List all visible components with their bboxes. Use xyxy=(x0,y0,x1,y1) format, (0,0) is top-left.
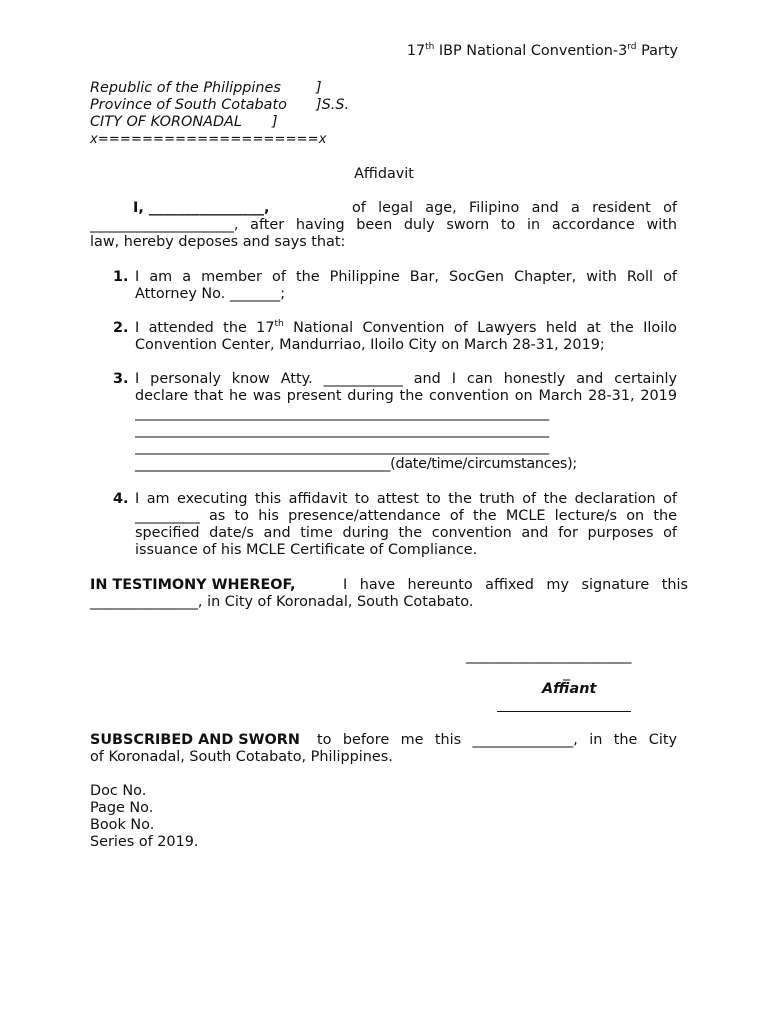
header-text-post: Party xyxy=(636,43,678,59)
blank-line: ____________________________________________________________ xyxy=(135,422,549,438)
header-sup-rd: rd xyxy=(627,42,637,53)
book-no: Book No. xyxy=(90,817,155,833)
list-item-1 xyxy=(113,269,677,303)
signature-underscore: _ xyxy=(563,665,571,681)
affiant-rule xyxy=(497,711,631,712)
item-line: I am a member of the Philippine Bar, SocGen Chapter, with Roll of xyxy=(135,269,677,285)
testimony-line-2: _______________, in City of Koronadal, South Cotabato. xyxy=(90,594,474,610)
series: Series of 2019. xyxy=(90,834,199,850)
item-number: 2. xyxy=(113,320,129,336)
affiant-label: Affiant xyxy=(542,681,597,697)
doc-no: Doc No. xyxy=(90,783,147,799)
testimony-bold: IN TESTIMONY WHEREOF, xyxy=(90,577,296,593)
document-title: Affidavit xyxy=(354,166,414,182)
item-line: I am executing this affidavit to attest to the truth of the declaration of xyxy=(135,491,677,507)
item-number: 3. xyxy=(113,371,129,387)
item-number: 4. xyxy=(113,491,129,507)
caption-bracket-1: ] xyxy=(316,80,322,96)
sworn-rest: to before me this ______________, in the City xyxy=(317,732,677,748)
item-line: I personaly know Atty. ___________ and I can honestly and certainly xyxy=(135,371,677,387)
caption-separator: x====================x xyxy=(90,132,327,147)
caption-bracket-2: ]S.S. xyxy=(316,97,350,113)
caption-line-1: Republic of the Philippines xyxy=(90,80,281,96)
testimony-rest: I have hereunto affixed my signature this xyxy=(343,577,688,593)
item-line xyxy=(135,320,677,337)
header-sup-th: th xyxy=(425,42,435,53)
intro-line-3: law, hereby deposes and says that: xyxy=(90,234,346,250)
sworn-bold: SUBSCRIBED AND SWORN xyxy=(90,732,300,748)
caption-bracket-3: ] xyxy=(272,114,278,130)
intro-i: I, ________________, xyxy=(133,200,270,216)
item-line: Attorney No. _______; xyxy=(135,286,286,302)
item-line: issuance of his MCLE Certificate of Compliance. xyxy=(135,542,478,558)
item-line: Convention Center, Mandurriao, Iloilo City on March 28-31, 2019; xyxy=(135,337,605,353)
header-text-mid: IBP National Convention-3 xyxy=(434,43,628,59)
caption-line-3: CITY OF KORONADAL xyxy=(90,114,242,130)
list-item-4 xyxy=(113,491,677,559)
intro-line-1-rest: of legal age, Filipino and a resident of xyxy=(352,200,677,216)
testimony-line-1 xyxy=(90,577,688,594)
caption-line-2: Province of South Cotabato xyxy=(90,97,287,113)
signature-line: _______________________ xyxy=(466,648,632,664)
header-text-pre: 17 xyxy=(406,43,426,59)
intro-line-2: ____________________, after having been duly sworn to in accordance with xyxy=(90,217,677,233)
blank-line: ____________________________________________________________ xyxy=(135,405,549,421)
item-2-post: National Convention of Lawyers held at the Iloilo xyxy=(283,320,677,336)
list-item-2 xyxy=(113,320,677,354)
sworn-line-1 xyxy=(90,732,677,749)
document-header xyxy=(407,43,678,60)
sworn-line-2: of Koronadal, South Cotabato, Philippines. xyxy=(90,749,393,765)
blank-line: ____________________________________________________________ xyxy=(135,439,549,455)
intro-line-1 xyxy=(133,200,677,217)
page-no: Page No. xyxy=(90,800,154,816)
item-2-pre: I attended the 17 xyxy=(135,320,275,336)
item-line: _____________________________________(date/time/circumstances); xyxy=(135,456,577,472)
item-line: specified date/s and time during the convention and for purposes of xyxy=(135,525,677,541)
item-line: _________ as to his presence/attendance of the MCLE lecture/s on the xyxy=(135,508,677,524)
item-2-sup: th xyxy=(274,319,284,330)
item-number: 1. xyxy=(113,269,129,285)
item-line: declare that he was present during the convention on March 28-31, 2019 xyxy=(135,388,677,404)
list-item-3 xyxy=(113,371,677,473)
